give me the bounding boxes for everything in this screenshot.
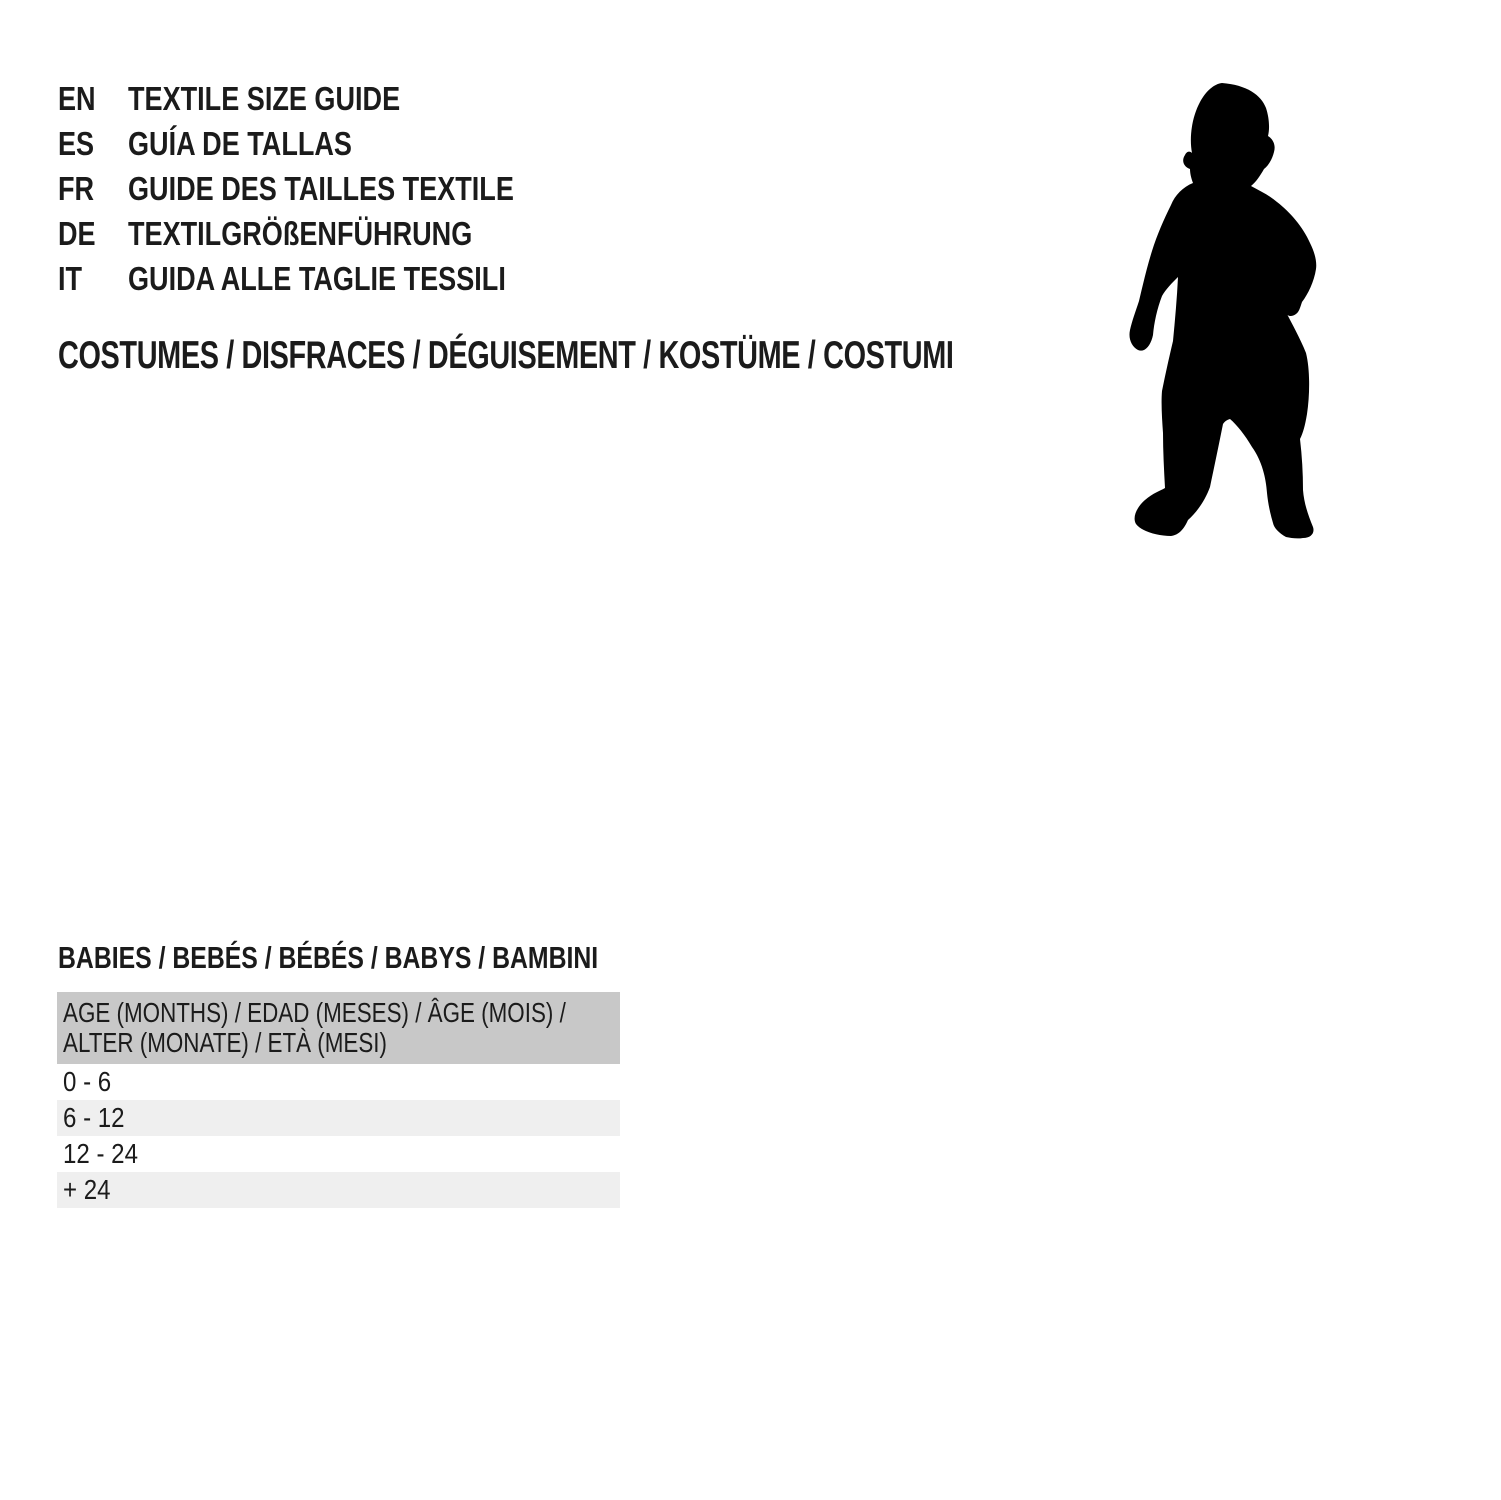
- language-label-text: GUIDE DES TAILLES TEXTILE: [128, 169, 514, 207]
- size-table-header: [57, 992, 620, 1064]
- header-line-text: AGE (MONTHS) / EDAD (MESES) / ÂGE (MOIS) /: [63, 997, 566, 1028]
- section-title-text: BABIES / BEBÉS / BÉBÉS / BABYS / BAMBINI: [58, 940, 599, 975]
- language-label-text: GUIDA ALLE TAGLIE TESSILI: [128, 259, 506, 297]
- toddler-silhouette-path: [1129, 83, 1316, 538]
- language-code: [58, 170, 128, 208]
- language-code: [58, 125, 128, 163]
- language-code: [58, 215, 128, 253]
- language-row-en: [58, 76, 599, 121]
- language-label-text: TEXTILGRÖßENFÜHRUNG: [128, 214, 473, 252]
- age-range-cell: 12 - 24: [63, 1138, 138, 1169]
- language-code-text: ES: [58, 124, 95, 162]
- language-label: [128, 170, 599, 208]
- size-table-header-line-1: [57, 998, 620, 1028]
- size-table-body: [57, 1064, 620, 1208]
- language-label-text: GUÍA DE TALLAS: [128, 124, 352, 162]
- section-title-babies: [58, 938, 733, 978]
- language-code: [58, 80, 128, 118]
- header-line-text: ALTER (MONATE) / ETÀ (MESI): [63, 1027, 387, 1058]
- language-row-fr: [58, 166, 599, 211]
- language-row-de: [58, 211, 599, 256]
- age-range-cell: 0 - 6: [63, 1066, 112, 1097]
- language-label: [128, 125, 401, 163]
- language-row-it: [58, 256, 599, 301]
- toddler-silhouette-svg: [1127, 83, 1320, 540]
- language-label: [128, 80, 460, 118]
- table-row: [57, 1136, 620, 1172]
- language-row-es: [58, 121, 599, 166]
- language-code: [58, 260, 128, 298]
- toddler-silhouette-icon: [1127, 83, 1320, 540]
- language-label-text: TEXTILE SIZE GUIDE: [128, 79, 401, 117]
- language-title-list: [58, 76, 599, 301]
- size-table: [57, 992, 620, 1208]
- language-label: [128, 215, 548, 253]
- table-row: [57, 1064, 620, 1100]
- language-code-text: FR: [58, 169, 95, 207]
- size-table-header-line-2: [57, 1028, 620, 1058]
- table-row: [57, 1172, 620, 1208]
- language-code-text: DE: [58, 214, 96, 252]
- language-label: [128, 260, 589, 298]
- table-row: [57, 1100, 620, 1136]
- age-range-cell: 6 - 12: [63, 1102, 125, 1133]
- category-title: [58, 333, 1268, 378]
- category-title-text: COSTUMES / DISFRACES / DÉGUISEMENT / KOSTÜME / COSTUMI: [58, 333, 954, 377]
- language-code-text: EN: [58, 79, 96, 117]
- age-range-cell: + 24: [63, 1174, 111, 1205]
- language-code-text: IT: [58, 259, 83, 297]
